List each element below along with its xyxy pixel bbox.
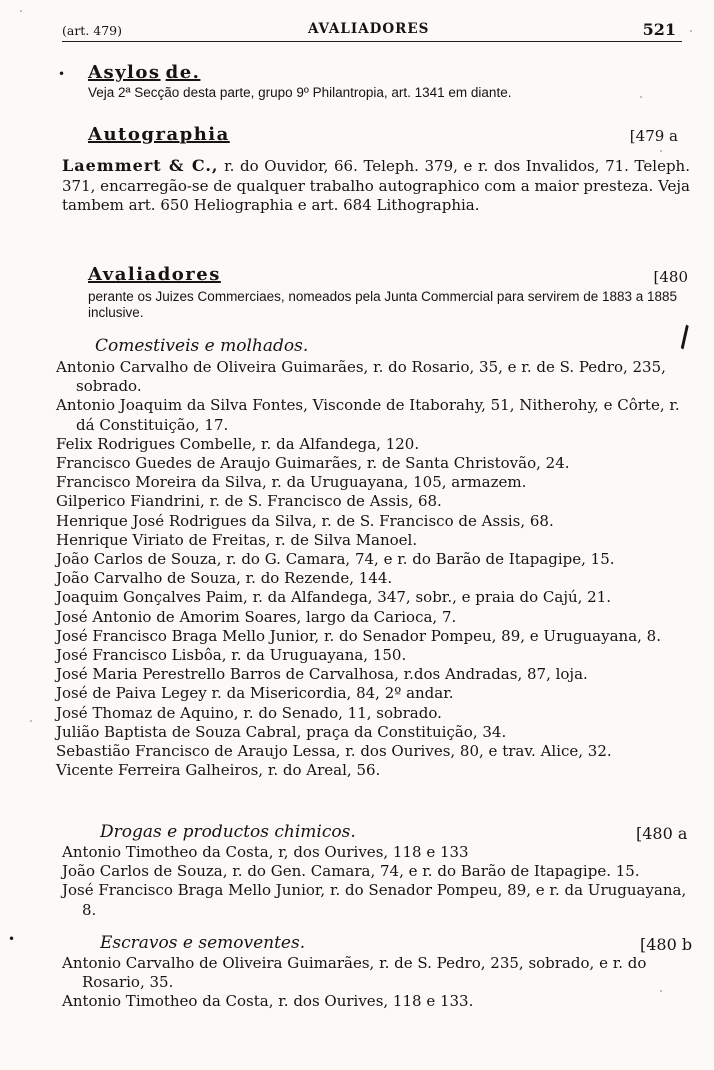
list-item: Gilperico Fiandrini, r. de S. Francisco de Assis, 68.: [56, 492, 442, 511]
section-asylos: [88, 62, 678, 101]
entries-comestiveis: [56, 358, 692, 780]
running-title: AVALIADORES: [308, 21, 430, 37]
list-item: João Carlos de Souza, r. do Gen. Camara, 74, e r. do Barão de Itapagipe. 15.: [62, 862, 640, 881]
paper-speck: [660, 990, 662, 992]
subsection-heading: Drogas e productos chimicos.: [100, 822, 356, 842]
autographia-entry: [62, 156, 690, 216]
entries-drogas: [62, 843, 692, 920]
section-autographia: [88, 124, 678, 145]
list-item: Francisco Moreira da Silva, r. da Uruguayana, 105, armazem.: [56, 473, 527, 492]
list-item: Henrique José Rodrigues da Silva, r. de S. Francisco de Assis, 68.: [56, 511, 554, 530]
list-item: Antonio Timotheo da Costa, r. dos Ourives, 118 e 133.: [62, 992, 474, 1011]
list-item: João Carlos de Souza, r. do G. Camara, 74, e r. do Barão de Itapagipe, 15.: [56, 550, 615, 569]
list-item: Antonio Joaquim da Silva Fontes, Visconde de Itaborahy, 51, Nitherohy, e Côrte, r. dá Constituição, 17.: [56, 396, 680, 434]
paper-speck: [690, 30, 692, 32]
section-ref: [479 a: [629, 127, 678, 145]
list-item: José Maria Perestrello Barros de Carvalhosa, r.dos Andradas, 87, loja.: [56, 665, 588, 684]
list-item: Felix Rodrigues Combelle, r. da Alfandega, 120.: [56, 434, 420, 453]
margin-bullet: •: [8, 932, 16, 946]
page-header: [62, 20, 682, 44]
list-item: Antonio Carvalho de Oliveira Guimarães, r. do Rosario, 35, e r. de S. Pedro, 235, sobrado.: [56, 358, 666, 396]
paper-speck: [20, 10, 22, 12]
list-item: Joaquim Gonçalves Paim, r. da Alfandega, 347, sobr., e praia do Cajú, 21.: [56, 588, 612, 607]
list-item: Antonio Timotheo da Costa, r, dos Ourives, 118 e 133: [62, 843, 469, 861]
section-title: Asylos: [88, 62, 161, 83]
firm-name: Laemmert & C.,: [62, 156, 219, 175]
entries-escravos: [62, 954, 692, 1012]
list-item: Vicente Ferreira Galheiros, r. do Areal, 56.: [56, 761, 381, 780]
list-item: José Francisco Braga Mello Junior, r. do Senador Pompeu, 89, e Uruguayana, 8.: [56, 626, 661, 645]
subsection-heading: Comestiveis e molhados.: [95, 336, 309, 356]
list-item: José de Paiva Legey r. da Misericordia, 84, 2º andar.: [56, 684, 454, 703]
margin-mark: \: [672, 319, 698, 354]
list-item: Henrique Viriato de Freitas, r. de Silva Manoel.: [56, 530, 418, 549]
margin-bullet: •: [58, 67, 66, 81]
section-avaliadores: [88, 264, 688, 321]
section-intro: perante os Juizes Commerciaes, nomeados pela Junta Commercial para servirem de 1883 a 1885 inclusive.: [88, 289, 678, 320]
section-ref: [480 a: [636, 824, 688, 843]
list-item: Sebastião Francisco de Araujo Lessa, r. dos Ourives, 80, e trav. Alice, 32.: [56, 742, 612, 761]
list-item: José Antonio de Amorim Soares, largo da Carioca, 7.: [56, 607, 457, 626]
list-item: José Francisco Braga Mello Junior, r. do Senador Pompeu, 89, e r. da Uruguayana, 8.: [62, 881, 687, 919]
section-note: Veja 2ª Secção desta parte, grupo 9º Philantropia, art. 1341 em diante.: [88, 85, 512, 100]
firm-details: r. do Ouvidor, 66. Teleph. 379, e r. dos Invalidos, 71. Teleph. 371, encarregão-se de qualquer trabalho autographico com a maior presteza. Veja tambem art. 650 Heliographia e art. 684 Lithographia.: [62, 157, 690, 214]
list-item: Francisco Guedes de Araujo Guimarães, r. de Santa Christovão, 24.: [56, 454, 570, 473]
list-item: Antonio Carvalho de Oliveira Guimarães, r. de S. Pedro, 235, sobrado, e r. do Rosario, 35.: [62, 954, 647, 992]
section-title: Avaliadores: [88, 264, 221, 285]
section-ref: [480: [653, 268, 688, 286]
paper-speck: [640, 96, 642, 98]
section-ref: [480 b: [640, 935, 693, 954]
paper-speck: [30, 720, 32, 722]
subsection-heading: Escravos e semoventes.: [100, 933, 306, 953]
list-item: Julião Baptista de Souza Cabral, praça da Constituição, 34.: [56, 722, 507, 741]
page-number: 521: [642, 20, 676, 39]
list-item: João Carvalho de Souza, r. do Rezende, 144.: [56, 569, 393, 588]
list-item: José Francisco Lisbôa, r. da Uruguayana, 150.: [56, 646, 407, 665]
list-item: José Thomaz de Aquino, r. do Senado, 11, sobrado.: [56, 703, 442, 722]
section-title: Autographia: [88, 124, 230, 145]
article-reference: (art. 479): [62, 23, 123, 38]
paper-speck: [660, 150, 662, 152]
header-rule: [62, 41, 682, 42]
section-title-suffix: de.: [165, 62, 201, 83]
